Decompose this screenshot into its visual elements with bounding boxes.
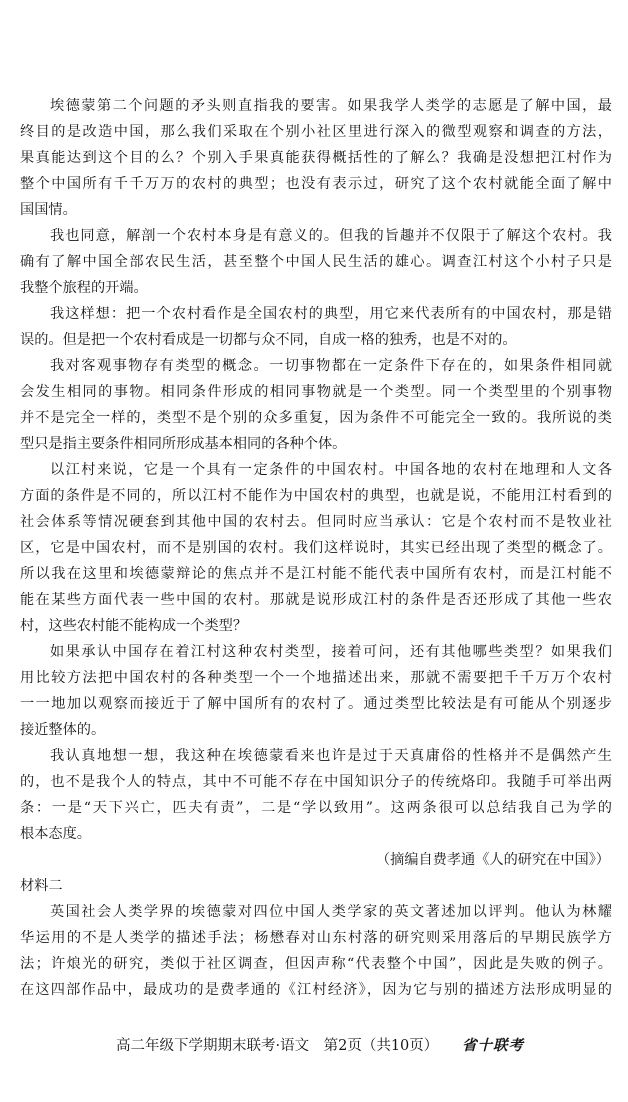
footer-page-info: 高二年级下学期期末联考·语文 第2页（共10页） <box>116 1038 439 1054</box>
text-line: 接近整体的。 <box>20 722 106 738</box>
text-line: 社会体系等情况硬套到其他中国的农村去。但同时应当承认：它是个农村而不是牧业社 <box>20 514 612 530</box>
text-line: 一一地加以观察而接近于了解中国所有的农村了。通过类型比较法是有可能从个别逐步 <box>20 696 612 712</box>
text-line: 埃德蒙第二个问题的矛头则直指我的要害。如果我学人类学的志愿是了解中国，最 <box>50 98 612 114</box>
text-line: 国国情。 <box>20 202 77 218</box>
text-line: 我也同意，解剖一个农村本身是有意义的。但我的旨趣并不仅限于了解这个农村。我 <box>50 228 612 244</box>
text-line: 法；许烺光的研究，类似于社区调查，但因声称“代表整个中国”，因此是失败的例子。 <box>20 956 612 972</box>
text-line: 终目的是改造中国，那么我们采取在个别小社区里进行深入的微型观察和调查的方法， <box>20 124 612 140</box>
text-line: 方面的条件是不同的，所以江村不能作为中国农村的典型，也就是说，不能用江村看到的 <box>20 488 612 504</box>
text-line: 确有了解中国全部农民生活，甚至整个中国人民生活的雄心。调查江村这个小村子只是 <box>20 254 612 270</box>
text-line: 在这四部作品中，最成功的是费孝通的《江村经济》，因为它与别的描述方法形成明显的 <box>20 982 612 998</box>
text-line: 会发生相同的事物。相同条件形成的相同事物就是一个类型。同一个类型里的个别事物 <box>20 384 612 400</box>
text-line: 我认真地想一想，我这种在埃德蒙看来也许是过于天真庸俗的性格并不是偶然产生 <box>50 748 612 764</box>
text-line: 果真能达到这个目的么？个别入手果真能获得概括性的了解么？我确是没想把江村作为 <box>20 150 612 166</box>
text-line: 能在某些方面代表一些中国的农村。那就是说形成江村的条件是否还形成了其他一些农 <box>20 592 612 608</box>
text-line: 并不是完全一样的，类型不是个别的众多重复，因为条件不可能完全一致的。我所说的类 <box>20 410 612 426</box>
text-line: 根本态度。 <box>20 826 91 842</box>
text-line: 的，也不是我个人的特点，其中不可能不存在中国知识分子的传统烙印。我随手可举出两 <box>20 774 612 790</box>
text-line: 华运用的不是人类学的描述手法；杨懋春对山东村落的研究则采用落后的早期民族学方 <box>20 930 612 946</box>
text-line: 所以我在这里和埃德蒙辩论的焦点并不是江村能不能代表中国所有农村，而是江村能不 <box>20 566 612 582</box>
source-citation: （摘编自费孝通《人的研究在中国》） <box>375 852 610 868</box>
text-line: 我对客观事物存有类型的概念。一切事物都在一定条件下存在的，如果条件相同就 <box>50 358 612 374</box>
text-line: 如果承认中国存在着江村这种农村类型，接着可问，还有其他哪些类型？如果我们 <box>50 644 612 660</box>
text-line: 误的。但是把一个农村看成是一切都与众不同，自成一格的独秀，也是不对的。 <box>20 332 517 348</box>
text-line: 村，这些农村能不能构成一个类型？ <box>20 618 248 634</box>
text-line: 条：一是“天下兴亡，匹夫有责”，二是“学以致用”。这两条很可以总结我自己为学的 <box>20 800 612 816</box>
page-footer <box>0 1034 628 1060</box>
text-line: 用比较方法把中国农村的各种类型一个一个地描述出来，那就不需要把千千万万个农村 <box>20 670 612 686</box>
footer-brand-logo: 省十联考 <box>462 1037 524 1054</box>
section-heading: 材料二 <box>20 878 63 894</box>
text-line: 整个中国所有千千万万的农村的典型；也没有表示过，研究了这个农村就能全面了解中 <box>20 176 612 192</box>
text-line: 英国社会人类学界的埃德蒙对四位中国人类学家的英文著述加以评判。他认为林耀 <box>50 904 612 920</box>
text-line: 以江村来说，它是一个具有一定条件的中国农村。中国各地的农村在地理和人文各 <box>50 462 612 478</box>
text-line: 区，它是中国农村，而不是别国的农村。我们这样说时，其实已经出现了类型的概念了。 <box>20 540 612 556</box>
text-line: 我整个旅程的开端。 <box>20 280 148 296</box>
text-line: 型只是指主要条件相同所形成基本相同的各种个体。 <box>20 436 347 452</box>
text-line: 我这样想：把一个农村看作是全国农村的典型，用它来代表所有的中国农村，那是错 <box>50 306 612 322</box>
